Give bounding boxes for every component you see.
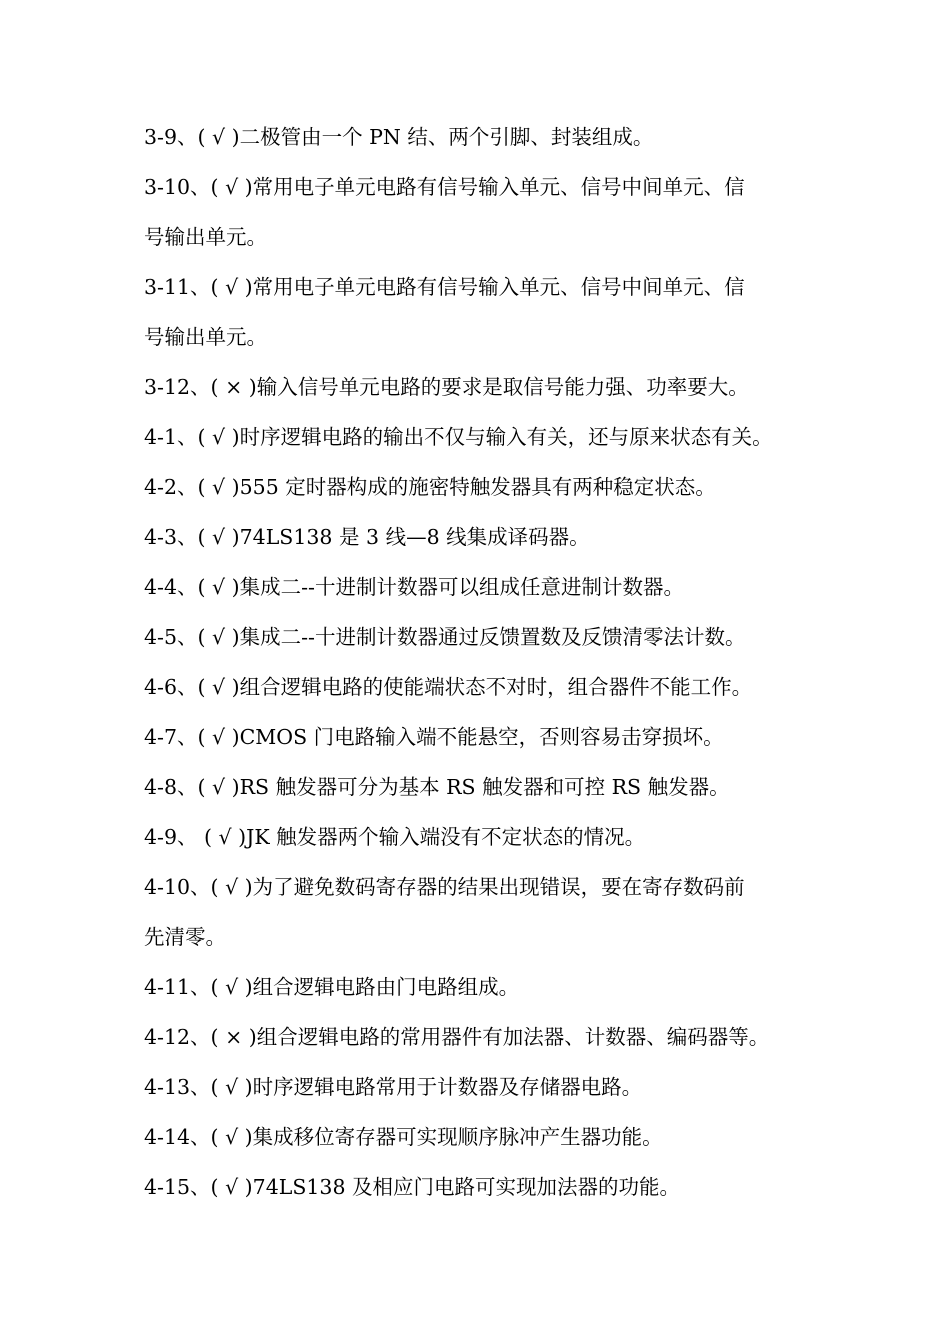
- text-line: 4-6、( √ )组合逻辑电路的使能端状态不对时，组合器件不能工作。: [144, 675, 753, 699]
- text-line: 4-5、( √ )集成二--十进制计数器通过反馈置数及反馈清零法计数。: [144, 625, 746, 649]
- text-line: 4-9、 ( √ )JK 触发器两个输入端没有不定状态的情况。: [144, 825, 646, 849]
- text-line: 号输出单元。: [144, 225, 267, 249]
- text-line: 4-12、( × )组合逻辑电路的常用器件有加法器、计数器、编码器等。: [144, 1025, 770, 1049]
- text-line: 号输出单元。: [144, 325, 267, 349]
- text-line: 4-4、( √ )集成二--十进制计数器可以组成任意进制计数器。: [144, 575, 684, 599]
- text-line: 4-1、( √ )时序逻辑电路的输出不仅与输入有关，还与原来状态有关。: [144, 425, 773, 449]
- text-line: 3-10、( √ )常用电子单元电路有信号输入单元、信号中间单元、信: [144, 175, 745, 199]
- text-line: 4-8、( √ )RS 触发器可分为基本 RS 触发器和可控 RS 触发器。: [144, 775, 730, 799]
- text-line: 4-13、( √ )时序逻辑电路常用于计数器及存储器电路。: [144, 1075, 643, 1099]
- text-line: 4-11、( √ )组合逻辑电路由门电路组成。: [144, 975, 520, 999]
- text-line: 4-3、( √ )74LS138 是 3 线—8 线集成译码器。: [144, 525, 590, 549]
- text-line: 4-14、( √ )集成移位寄存器可实现顺序脉冲产生器功能。: [144, 1125, 663, 1149]
- text-line: 4-7、( √ )CMOS 门电路输入端不能悬空，否则容易击穿损坏。: [144, 725, 724, 749]
- text-line: 3-9、( √ )二极管由一个 PN 结、两个引脚、封装组成。: [144, 125, 654, 149]
- question-list: [144, 112, 824, 1212]
- text-line: 4-2、( √ )555 定时器构成的施密特触发器具有两种稳定状态。: [144, 475, 716, 499]
- text-line: 3-11、( √ )常用电子单元电路有信号输入单元、信号中间单元、信: [144, 275, 745, 299]
- text-line: 4-15、( √ )74LS138 及相应门电路可实现加法器的功能。: [144, 1175, 681, 1199]
- text-line: 先清零。: [144, 925, 226, 949]
- text-line: 3-12、( × )输入信号单元电路的要求是取信号能力强、功率要大。: [144, 375, 749, 399]
- text-line: 4-10、( √ )为了避免数码寄存器的结果出现错误，要在寄存数码前: [144, 875, 745, 899]
